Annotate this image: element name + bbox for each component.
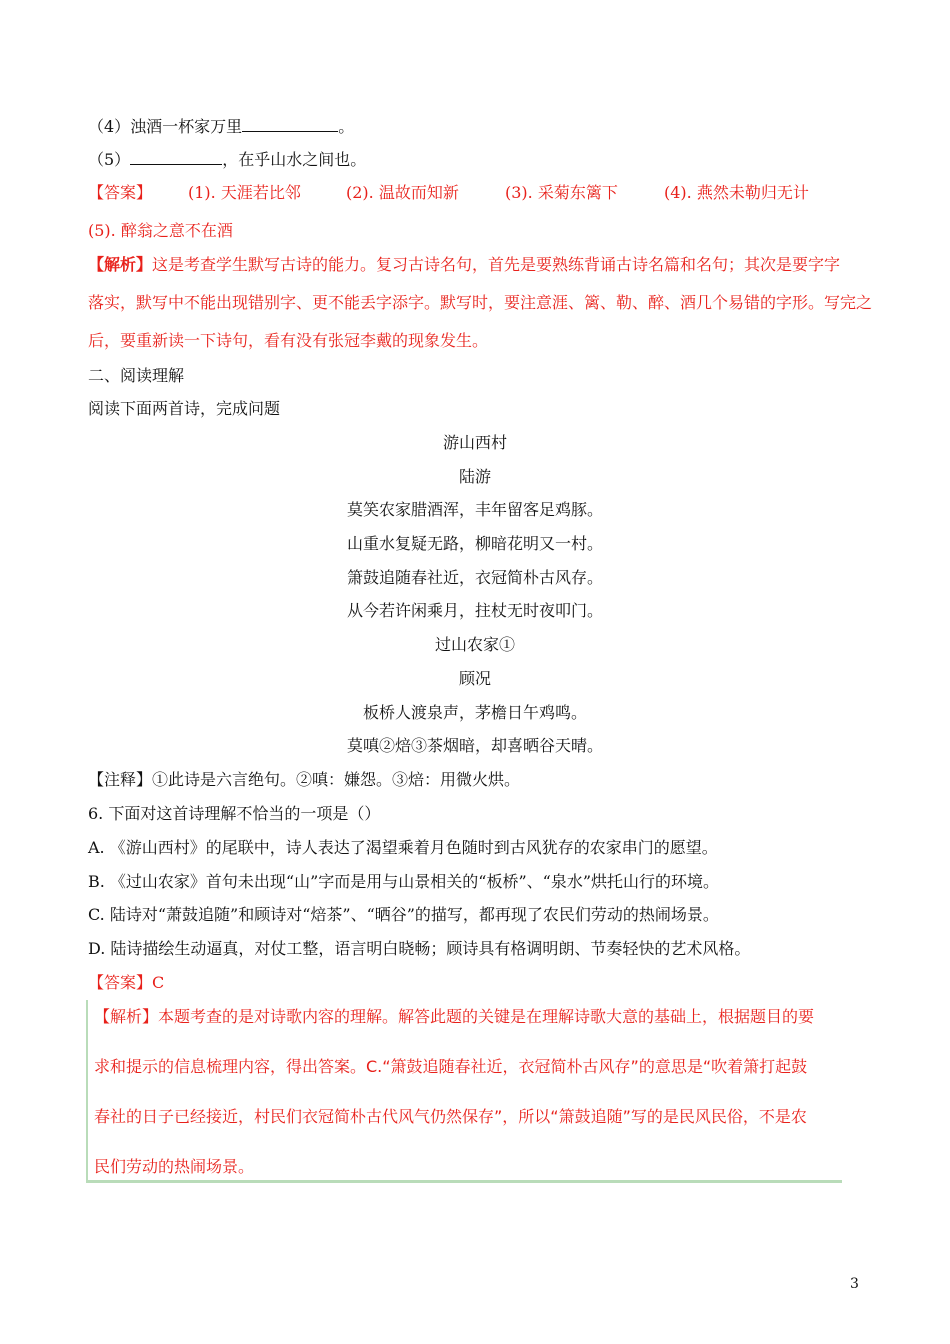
analysis-line-3: 后，要重新读一下诗句，看有没有张冠李戴的现象发生。 [88,331,489,350]
analysis-tag: 【解析】 [88,255,153,274]
analysis2-line-3: 春社的日子已经接近，村民们衣冠简朴古代风气仍然保存”，所以“箫鼓追随”写的是民风民俗，不是农 [94,1107,807,1126]
answer-item-5: (5). 醉翁之意不在酒 [88,221,233,240]
answer-item-4: (4). 燕然未勒归无计 [664,183,809,202]
answer-blank [242,115,338,132]
section-heading: 二、阅读理解 [88,366,185,385]
option-c: C. 陆诗对“萧鼓追随”和顾诗对“焙茶”、“晒谷”的描写，都再现了农民们劳动的热闹场景。 [88,905,719,924]
analysis2-line-4: 民们劳动的热闹场景。 [94,1157,255,1176]
section-intro: 阅读下面两首诗，完成问题 [88,399,281,418]
analysis-box [86,1000,842,1183]
poem2-title: 过山农家① [434,635,515,654]
question-5-text: ，在乎山水之间也。 [222,150,367,169]
analysis-line-1 [88,254,840,276]
poem1-title: 游山西村 [442,433,507,452]
poem2-line-2: 莫嗔②焙③茶烟暗，却喜晒谷天晴。 [346,736,603,755]
option-a: A. 《游山西村》的尾联中，诗人表达了渴望乘着月色随时到古风犹存的农家串门的愿望。 [88,838,718,857]
poem2-author: 顾况 [458,669,491,688]
analysis-text-1: 这是考查学生默写古诗的能力。复习古诗名句，首先是要熟练背诵古诗名篇和名句；其次是要字字 [152,255,841,274]
answer-item-2: (2). 温故而知新 [346,183,459,202]
answer-tag: 【答案】 [88,183,153,202]
question-4 [88,115,354,138]
poem-notes: 【注释】①此诗是六言绝句。②嗔：嫌怨。③焙：用微火烘。 [88,770,521,789]
poem1-line-3: 箫鼓追随春社近，衣冠简朴古风存。 [346,568,603,587]
question-5 [88,148,366,171]
answer-item-1: (1). 天涯若比邻 [188,183,301,202]
poem1-author: 陆游 [458,467,491,486]
question-6-answer: 【答案】C [88,973,165,992]
answer-item-3: (3). 采菊东篱下 [505,183,618,202]
question-5-label: （5） [88,150,131,169]
question-4-end: 。 [338,117,355,136]
question-4-text: （4）浊酒一杯家万里 [88,117,243,136]
page-number: 3 [850,1276,859,1292]
poem1-line-2: 山重水复疑无路，柳暗花明又一村。 [346,534,603,553]
analysis-line-2: 落实，默写中不能出现错别字、更不能丢字添字。默写时，要注意涯、篱、勒、醉、酒几个易错的字形。写完之 [88,293,873,312]
question-6-stem: 6. 下面对这首诗理解不恰当的一项是（） [88,804,381,823]
answer-blank [130,148,222,165]
poem1-line-1: 莫笑农家腊酒浑，丰年留客足鸡豚。 [346,500,603,519]
option-d: D. 陆诗描绘生动逼真，对仗工整，语言明白晓畅；顾诗具有格调明朗、节奏轻快的艺术风格。 [88,939,751,958]
poem2-line-1: 板桥人渡泉声，茅檐日午鸡鸣。 [362,703,587,722]
poem1-line-4: 从今若许闲乘月，拄杖无时夜叩门。 [346,601,603,620]
analysis2-line-2: 求和提示的信息梳理内容，得出答案。C.“箫鼓追随春社近，衣冠简朴古风存”的意思是“吹着箫打起鼓 [94,1057,808,1076]
option-b: B. 《过山农家》首句未出现“山”字而是用与山景相关的“板桥”、“泉水”烘托山行的环境。 [88,872,720,891]
analysis2-line-1: 【解析】本题考查的是对诗歌内容的理解。解答此题的关键是在理解诗歌大意的基础上，根据题目的要 [94,1007,815,1026]
